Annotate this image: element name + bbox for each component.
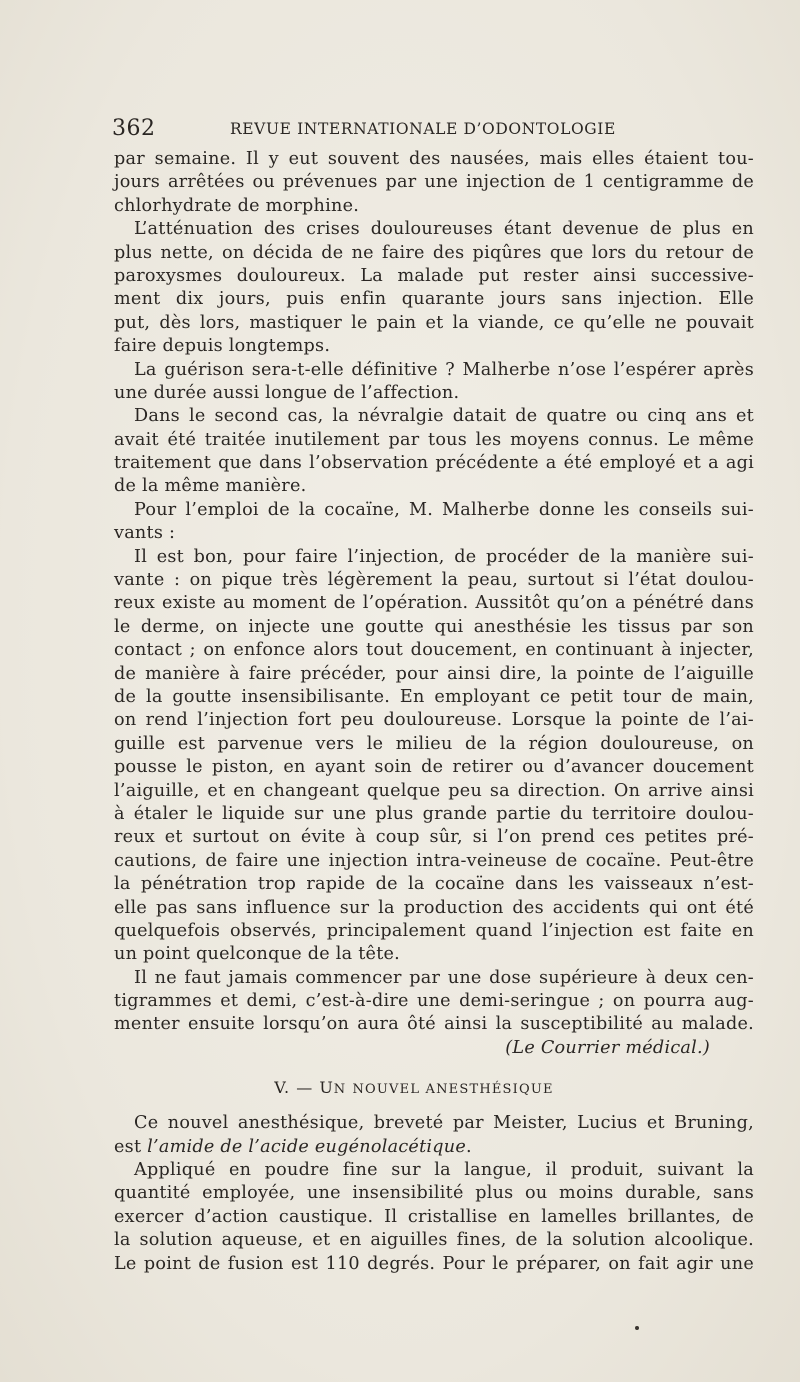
text-line: quelquefois observés, principalement quand l’injection est faite en (114, 920, 754, 941)
section-first-letter: U (319, 1078, 334, 1098)
text-line: à étaler le liquide sur une plus grande partie du territoire doulou- (114, 803, 754, 824)
text-line: reux existe au moment de l’opération. Aussitôt qu’on a pénétré dans (114, 593, 754, 614)
text-line (114, 1136, 754, 1159)
text-line: exercer d’action caustique. Il cristallise en lamelles brillantes, de (114, 1206, 754, 1227)
text-line: Ce nouvel anesthésique, breveté par Meister, Lucius et Bruning, (134, 1113, 754, 1134)
text-line: le derme, on injecte une goutte qui anesthésie les tissus par son (114, 616, 754, 637)
text-line: cautions, de faire une injection intra-veineuse de cocaïne. Peut-être (114, 850, 754, 871)
text-line: vante : on pique très légèrement la peau, surtout si l’état doulou- (114, 570, 754, 591)
text-line: par semaine. Il y eut souvent des nausées, mais elles étaient tou- (114, 149, 754, 169)
text-line: ment dix jours, puis enfin quarante jours sans injection. Elle (114, 289, 754, 310)
text-line: Appliqué en poudre fine sur la langue, il produit, suivant la (134, 1160, 754, 1181)
text-line: la pénétration trop rapide de la cocaïne dans les vaisseaux n’est- (114, 874, 754, 895)
text-line: jours arrêtées ou prévenues par une injection de 1 centigramme de (114, 172, 754, 193)
text-line: un point quelconque de la tête. (114, 944, 401, 965)
text-line: menter ensuite lorsqu’on aura ôté ainsi la susceptibilité au malade. (114, 1014, 754, 1035)
text-line: quantité employée, une insensibilité plus ou moins durable, sans (114, 1183, 754, 1204)
text-line: paroxysmes douloureux. La malade put rester ainsi successive- (114, 265, 754, 286)
text-line: plus nette, on décida de ne faire des piqûres que lors du retour de (114, 242, 754, 263)
section-heading (114, 1060, 754, 1112)
page-number: 362 (112, 116, 156, 141)
text-line: Le point de fusion est 110 degrés. Pour le préparer, on fait agir une (114, 1253, 754, 1274)
text-line: tigrammes et demi, c’est-à-dire une demi-seringue ; on pourra aug- (114, 991, 754, 1012)
running-title: REVUE INTERNATIONALE D’ODONTOLOGIE (230, 120, 616, 138)
body-text (114, 148, 754, 1276)
text-line: La guérison sera-t-elle définitive ? Malherbe n’ose l’espérer après (134, 359, 754, 380)
text-prefix: est (114, 1136, 148, 1157)
section-title-rest: NOUVEL ANESTHÉSIQUE (352, 1082, 554, 1098)
text-line: une durée aussi longue de l’affection. (114, 382, 460, 403)
text-line: de la goutte insensibilisante. En employant ce petit tour de main, (114, 686, 754, 707)
text-line: traitement que dans l’observation précédente a été employé et a agi (114, 453, 754, 474)
section-first-word-rest: N (333, 1082, 347, 1098)
ink-speck (635, 1326, 639, 1330)
text-line: Dans le second cas, la névralgie datait de quatre ou cinq ans et (134, 406, 754, 427)
italic-term: l’amide de l’acide eugénolacétique (147, 1136, 467, 1157)
text-line: contact ; on enfonce alors tout doucement, en continuant à injecter, (114, 640, 754, 661)
text-line: put, dès lors, mastiquer le pain et la viande, ce qu’elle ne pouvait (114, 312, 754, 333)
text-line: on rend l’injection fort peu douloureuse. Lorsque la pointe de l’ai- (114, 710, 754, 731)
text-line: faire depuis longtemps. (114, 336, 331, 357)
text-line: reux et surtout on évite à coup sûr, si l’on prend ces petites pré- (114, 827, 754, 848)
section-numeral: V. — (274, 1078, 314, 1098)
text-line: Il ne faut jamais commencer par une dose supérieure à deux cen- (134, 967, 754, 988)
text-line: chlorhydrate de morphine. (114, 195, 360, 216)
text-line: elle pas sans influence sur la production des accidents qui ont été (114, 897, 754, 918)
text-line: vants : (114, 523, 176, 544)
text-line: avait été traitée inutilement par tous les moyens connus. Le même (114, 429, 754, 450)
text-line: pousse le piston, en ayant soin de retirer ou d’avancer doucement (114, 757, 754, 778)
text-line: de la même manière. (114, 476, 307, 497)
text-line: guille est parvenue vers le milieu de la région douloureuse, on (114, 733, 754, 754)
text-suffix: . (466, 1136, 472, 1157)
text-line: de manière à faire précéder, pour ainsi dire, la pointe de l’aiguille (114, 663, 754, 684)
text-line: Pour l’emploi de la cocaïne, M. Malherbe donne les conseils sui- (134, 499, 754, 520)
page-header (112, 116, 752, 146)
text-line: l’aiguille, et en changeant quelque peu sa direction. On arrive ainsi (114, 780, 754, 801)
text-line: L’atténuation des crises douloureuses étant devenue de plus en (134, 219, 754, 240)
citation: (Le Courrier médical.) (505, 1037, 710, 1058)
text-line: Il est bon, pour faire l’injection, de procéder de la manière sui- (134, 546, 754, 567)
text-line: la solution aqueuse, et en aiguilles fines, de la solution alcoolique. (114, 1230, 754, 1251)
